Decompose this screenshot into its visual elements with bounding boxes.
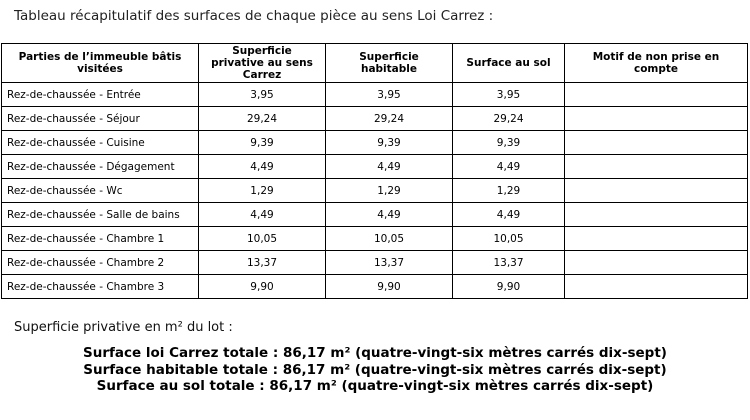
header-motif: Motif de non prise en compte: [565, 44, 748, 83]
cell-habitable: 3,95: [326, 83, 453, 107]
cell-carrez: 10,05: [199, 227, 326, 251]
cell-carrez: 9,90: [199, 275, 326, 299]
carrez-total: Surface loi Carrez totale : 86,17 m² (quatre-vingt-six mètres carrés dix-sept): [83, 345, 667, 361]
cell-room: Rez-de-chaussée - Séjour: [2, 107, 199, 131]
table-body: [2, 83, 748, 299]
cell-habitable: 1,29: [326, 179, 453, 203]
header-carrez: Superficie privative au sens Carrez: [199, 44, 326, 83]
cell-motif: [565, 179, 748, 203]
cell-sol: 13,37: [453, 251, 565, 275]
table-row: [2, 107, 748, 131]
header-sol: Surface au sol: [453, 44, 565, 83]
totals-block: [0, 345, 750, 395]
cell-carrez: 4,49: [199, 155, 326, 179]
surfaces-table: [1, 43, 748, 299]
cell-motif: [565, 251, 748, 275]
cell-motif: [565, 155, 748, 179]
cell-habitable: 4,49: [326, 203, 453, 227]
habitable-total: Surface habitable totale : 86,17 m² (quatre-vingt-six mètres carrés dix-sept): [83, 361, 667, 378]
cell-motif: [565, 83, 748, 107]
table-row: [2, 83, 748, 107]
cell-sol: 9,90: [453, 275, 565, 299]
cell-sol: 4,49: [453, 203, 565, 227]
cell-carrez: 13,37: [199, 251, 326, 275]
cell-habitable: 10,05: [326, 227, 453, 251]
cell-carrez: 3,95: [199, 83, 326, 107]
cell-room: Rez-de-chaussée - Dégagement: [2, 155, 199, 179]
table-row: [2, 251, 748, 275]
table-header-row: [2, 44, 748, 83]
cell-room: Rez-de-chaussée - Chambre 3: [2, 275, 199, 299]
header-rooms: Parties de l’immeuble bâtis visitées: [2, 44, 199, 83]
table-row: [2, 275, 748, 299]
cell-room: Rez-de-chaussée - Wc: [2, 179, 199, 203]
cell-room: Rez-de-chaussée - Chambre 1: [2, 227, 199, 251]
cell-motif: [565, 275, 748, 299]
cell-sol: 9,39: [453, 131, 565, 155]
table-row: [2, 179, 748, 203]
sol-total: Surface au sol totale : 86,17 m² (quatre-vingt-six mètres carrés dix-sept): [96, 378, 654, 394]
table-row: [2, 155, 748, 179]
cell-room: Rez-de-chaussée - Salle de bains: [2, 203, 199, 227]
table-row: [2, 203, 748, 227]
cell-carrez: 4,49: [199, 203, 326, 227]
cell-carrez: 29,24: [199, 107, 326, 131]
cell-sol: 4,49: [453, 155, 565, 179]
cell-habitable: 29,24: [326, 107, 453, 131]
cell-habitable: 9,39: [326, 131, 453, 155]
cell-sol: 3,95: [453, 83, 565, 107]
header-habitable: Superficie habitable: [326, 44, 453, 83]
cell-motif: [565, 131, 748, 155]
table-row: [2, 227, 748, 251]
cell-motif: [565, 227, 748, 251]
summary-subtitle: Superficie privative en m² du lot :: [14, 320, 233, 335]
cell-room: Rez-de-chaussée - Cuisine: [2, 131, 199, 155]
cell-sol: 1,29: [453, 179, 565, 203]
cell-carrez: 1,29: [199, 179, 326, 203]
cell-habitable: 13,37: [326, 251, 453, 275]
table-row: [2, 131, 748, 155]
cell-motif: [565, 203, 748, 227]
document-title: Tableau récapitulatif des surfaces de chaque pièce au sens Loi Carrez :: [14, 8, 494, 24]
cell-habitable: 4,49: [326, 155, 453, 179]
cell-habitable: 9,90: [326, 275, 453, 299]
cell-carrez: 9,39: [199, 131, 326, 155]
cell-sol: 10,05: [453, 227, 565, 251]
cell-motif: [565, 107, 748, 131]
cell-room: Rez-de-chaussée - Chambre 2: [2, 251, 199, 275]
cell-sol: 29,24: [453, 107, 565, 131]
cell-room: Rez-de-chaussée - Entrée: [2, 83, 199, 107]
